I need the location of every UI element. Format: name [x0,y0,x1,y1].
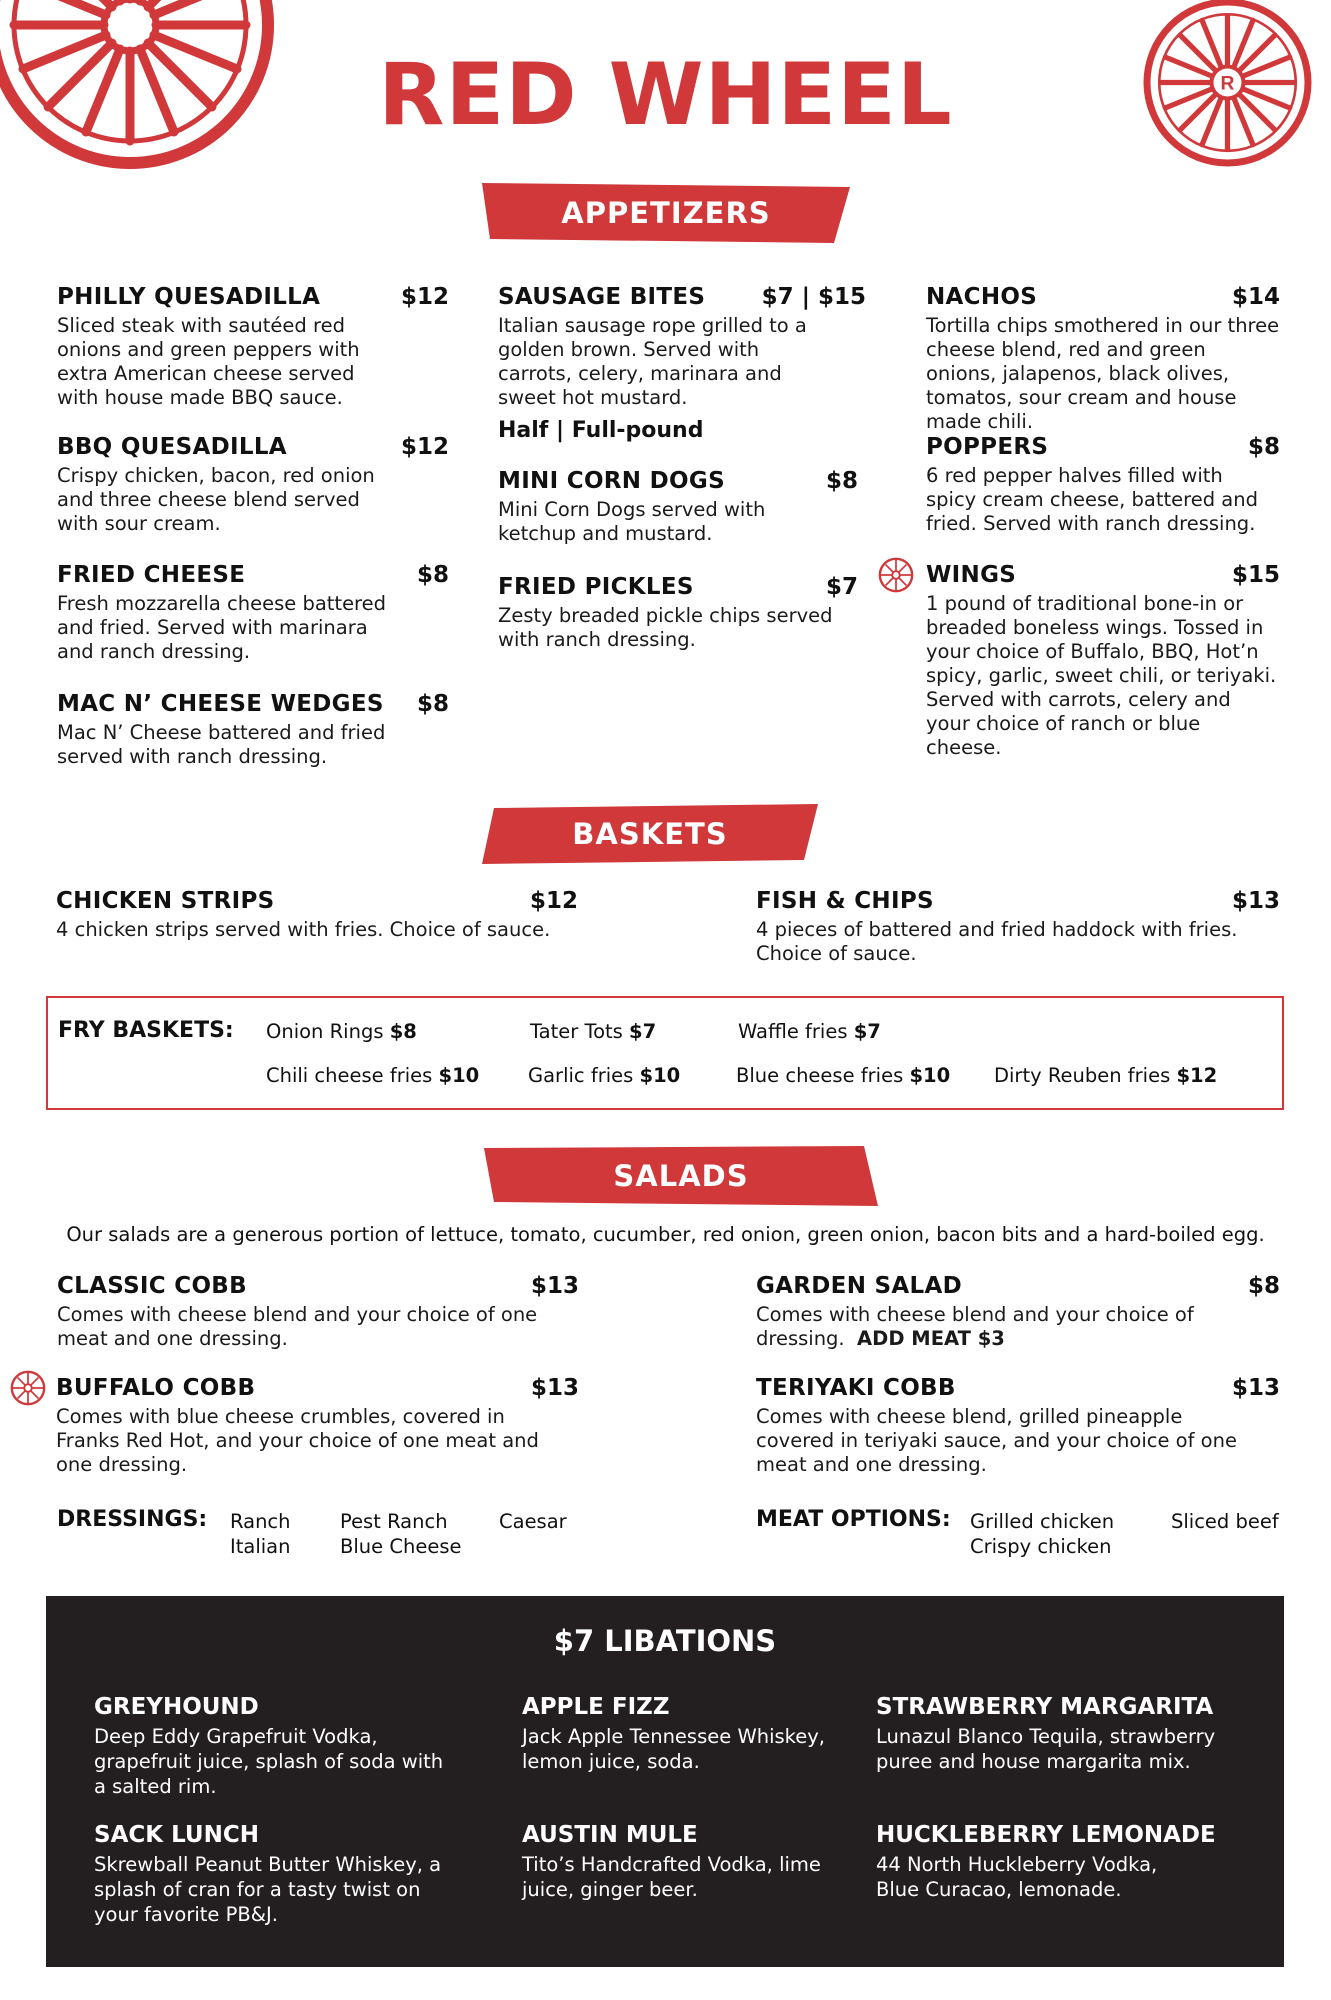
item-description: Sliced steak with sautéed red onions and green peppers with extra American cheese served with house made BBQ sauce. [57,314,360,409]
drink-description: Tito’s Handcrafted Vodka, lime juice, ginger beer. [522,1853,821,1901]
item-price: $8 [1247,1273,1280,1299]
drink-name: APPLE FIZZ [522,1694,670,1720]
menu-item [756,1375,1280,1477]
item-price: $8 [825,468,858,494]
item-price: $13 [1231,1375,1280,1401]
salads-intro: Our salads are a generous portion of lettuce, tomato, cucumber, red onion, green onion, bacon bits and a hard-boiled egg. [66,1223,1265,1246]
wheel-letter: R [1220,73,1235,95]
menu-item [498,574,858,652]
section-title: SALADS [613,1159,749,1193]
dressings-label: DRESSINGS: [57,1507,208,1532]
fry-option: Chili cheese fries $10 [266,1064,480,1087]
item-price: $12 [400,434,449,460]
menu-item [56,888,578,942]
drink-description: Jack Apple Tennessee Whiskey, lemon juice, soda. [522,1725,825,1773]
menu-item [498,284,866,443]
item-price: $13 [530,1375,579,1401]
section-title: BASKETS [572,817,728,851]
item-name: MAC N’ CHEESE WEDGES [57,691,384,717]
fry-baskets-box [46,996,1284,1110]
fry-option: Dirty Reuben fries $12 [994,1064,1218,1087]
item-price: $12 [400,284,449,310]
section-title: APPETIZERS [561,196,771,230]
item-description: Comes with cheese blend, grilled pineapple covered in teriyaki sauce, and your choice of one meat and one dressing. [756,1405,1237,1476]
item-name: CLASSIC COBB [57,1273,247,1299]
drink-item [522,1694,832,1774]
menu-item [926,434,1280,536]
item-name: GARDEN SALAD [756,1273,962,1299]
signature-wheel-icon [877,556,915,594]
item-description: 1 pound of traditional bone-in or breaded boneless wings. Tossed in your choice of Buffalo, BBQ, Hot’n spicy, garlic, sweet chili, or teriyaki. Served with carrots, celery and your choice of ranch or blue cheese. [926,592,1277,759]
drink-item [94,1694,444,1799]
item-description: Tortilla chips smothered in our three cheese blend, red and green onions, jalapenos, black olives, tomatos, sour cream and house made chili. [926,314,1280,433]
drink-item [876,1694,1256,1774]
item-name: POPPERS [926,434,1049,460]
drink-description: Lunazul Blanco Tequila, strawberry puree and house margarita mix. [876,1725,1216,1773]
fry-option: Waffle fries $7 [738,1020,881,1043]
meat-option: Grilled chicken [970,1510,1115,1533]
item-description: Fresh mozzarella cheese battered and fried. Served with marinara and ranch dressing. [57,592,387,663]
libations-panel [46,1596,1284,1967]
item-price: $12 [529,888,578,914]
item-name: WINGS [926,562,1017,588]
meat-options-label: MEAT OPTIONS: [756,1507,951,1532]
item-description: Mac N’ Cheese battered and fried served with ranch dressing. [57,721,386,768]
menu-item [498,468,858,546]
item-description: Zesty breaded pickle chips served with ranch dressing. [498,604,833,651]
fry-option: Onion Rings $8 [266,1020,417,1043]
item-price: $13 [530,1273,579,1299]
drink-name: AUSTIN MULE [522,1822,698,1848]
signature-wheel-icon [9,1369,47,1407]
menu-item [57,562,449,664]
item-price: $8 [1247,434,1280,460]
section-banner-appetizers [482,183,850,243]
item-name: BBQ QUESADILLA [57,434,287,460]
menu-item [926,562,1280,760]
menu-item [926,284,1280,434]
fry-option: Blue cheese fries $10 [736,1064,951,1087]
menu-item [57,434,449,536]
drink-item [876,1822,1256,1902]
item-price: $7 | $15 [761,284,866,310]
item-name: FRIED CHEESE [57,562,246,588]
add-meat-note: ADD MEAT $3 [857,1327,1005,1350]
item-name: FISH & CHIPS [756,888,934,914]
section-banner-salads [484,1146,878,1206]
menu-item [756,888,1280,966]
libations-title: $7 LIBATIONS [553,1624,777,1658]
item-name: BUFFALO COBB [56,1375,256,1401]
item-description: Crispy chicken, bacon, red onion and three cheese blend served with sour cream. [57,464,375,535]
item-price: $8 [416,691,449,717]
dressing-option: Pest Ranch [340,1510,448,1533]
item-description: 6 red pepper halves filled with spicy cream cheese, battered and fried. Served with ranch dressing. [926,464,1258,535]
drink-item [522,1822,832,1902]
item-description: Italian sausage rope grilled to a golden brown. Served with carrots, celery, marinara and sweet hot mustard. [498,314,807,409]
dressing-option: Caesar [499,1510,567,1533]
menu-item [57,284,449,410]
fry-baskets-label: FRY BASKETS: [58,1018,234,1043]
item-price: $15 [1231,562,1280,588]
dressing-option: Ranch [230,1510,291,1533]
menu-item [57,1273,579,1351]
menu-item [56,1375,579,1477]
drink-description: Deep Eddy Grapefruit Vodka, grapefruit juice, splash of soda with a salted rim. [94,1725,444,1798]
page-title: RED WHEEL [378,45,953,145]
item-description: Comes with cheese blend and your choice of one meat and one dressing. [57,1303,538,1350]
item-price: $14 [1231,284,1280,310]
item-name: MINI CORN DOGS [498,468,725,494]
fry-option: Garlic fries $10 [528,1064,681,1087]
drink-description: Skrewball Peanut Butter Whiskey, a splash of cran for a tasty twist on your favorite PB&J. [94,1853,442,1926]
item-description: Mini Corn Dogs served with ketchup and mustard. [498,498,766,545]
drink-item [94,1822,464,1927]
section-banner-baskets [482,804,818,864]
item-size-note: Half | Full-pound [498,418,704,443]
item-name: CHICKEN STRIPS [56,888,275,914]
drink-name: GREYHOUND [94,1694,259,1720]
item-description: Comes with cheese blend and your choice of dressing. [756,1303,1194,1350]
fry-option: Tater Tots $7 [530,1020,657,1043]
meat-option: Sliced beef [1171,1510,1279,1533]
drink-name: STRAWBERRY MARGARITA [876,1694,1214,1720]
item-name: TERIYAKI COBB [756,1375,956,1401]
menu-item [57,691,449,769]
item-name: PHILLY QUESADILLA [57,284,321,310]
item-price: $7 [825,574,858,600]
item-description: Comes with blue cheese crumbles, covered in Franks Red Hot, and your choice of one meat and one dressing. [56,1405,539,1476]
drink-name: SACK LUNCH [94,1822,259,1848]
dressing-option: Italian [230,1535,291,1558]
meat-option: Crispy chicken [970,1535,1112,1558]
item-description: 4 pieces of battered and fried haddock with fries. Choice of sauce. [756,918,1238,965]
menu-item [756,1273,1280,1351]
dressing-option: Blue Cheese [340,1535,462,1558]
item-name: NACHOS [926,284,1038,310]
drink-name: HUCKLEBERRY LEMONADE [876,1822,1216,1848]
drink-description: 44 North Huckleberry Vodka, Blue Curacao, lemonade. [876,1853,1158,1901]
item-price: $8 [416,562,449,588]
item-price: $13 [1231,888,1280,914]
item-name: SAUSAGE BITES [498,284,706,310]
item-name: FRIED PICKLES [498,574,694,600]
item-description: 4 chicken strips served with fries. Choice of sauce. [56,918,551,941]
